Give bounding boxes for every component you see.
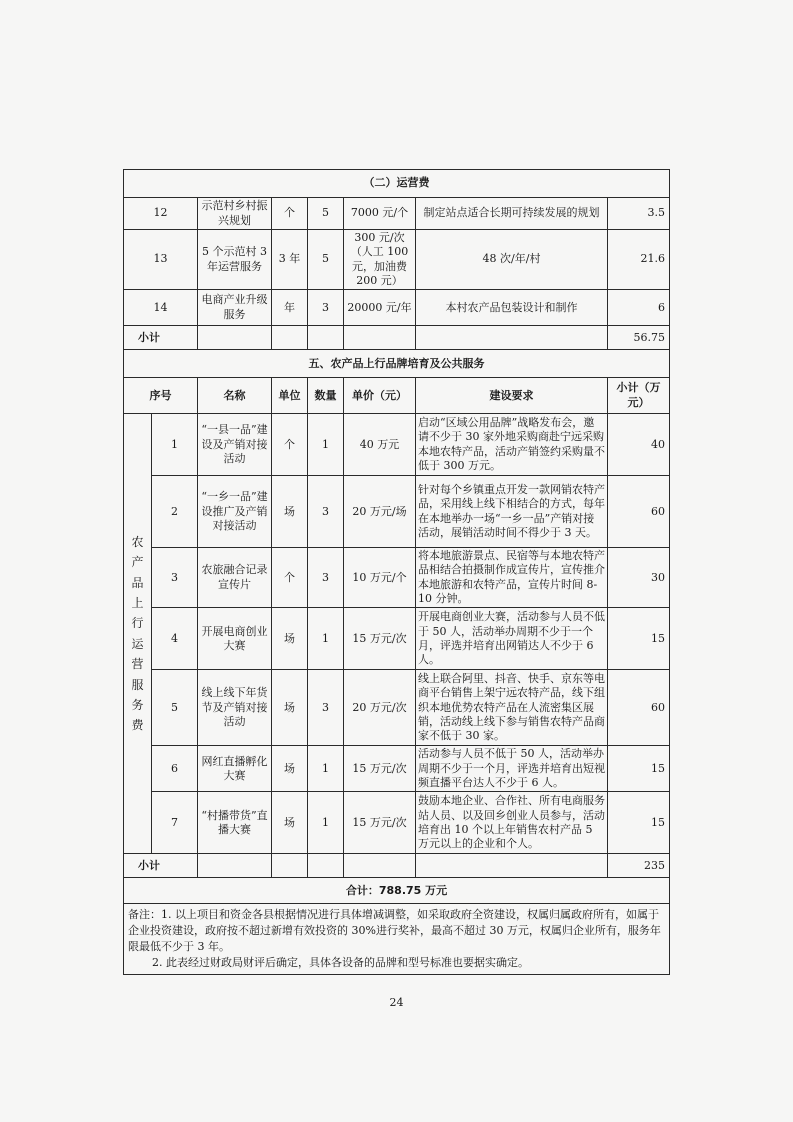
page-number: 24 [389, 996, 404, 1009]
table-row: 12 示范村乡村振兴规划 个 5 7000 元/个 制定站点适合长期可持续发展的规划 3.5 [124, 198, 670, 230]
note-2: 2. 此表经过财政局财评后确定，具体各设备的品牌和型号标准也要据实确定。 [152, 956, 529, 970]
subtotal-row: 小计 235 [124, 854, 670, 878]
table-row: 14 电商产业升级服务 年 3 20000 元/年 本村农产品包装设计和制作 6 [124, 290, 670, 326]
notes-cell [124, 904, 670, 975]
table-row: 2 “一乡一品”建设推广及产销对接活动 场 3 20 万元/场 针对每个乡镇重点开发一款网销农特产品，采用线上线下相结合的方式，每年在本地举办一场“一乡一品”产销对接活动，展销活动时间不得少于 3 天。 60 [124, 476, 670, 548]
table-row: 7 “村播带货”直播大赛 场 1 15 万元/次 鼓励本地企业、合作社、所有电商服务站人员、以及回乡创业人员参与，活动培育出 10 个以上年销售农村产品 5 万元以上的企业和个人。 15 [124, 792, 670, 854]
table-row: 3 农旅融合记录宣传片 个 3 10 万元/个 将本地旅游景点、民宿等与本地农特产品相结合拍摄制作成宣传片，宣传推介本地旅游和农特产品，宣传片时间 8-10 分钟。 30 [124, 548, 670, 608]
note-1: 备注：1. 以上项目和资金各县根据情况进行具体增减调整，如采取政府全资建设，权属归属政府所有，如属于企业投资建设，政府按不超过新增有效投资的 30%进行奖补，最高不超过 30 万元，权属归企业所有，服务年限最低不少于 3 年。 [128, 908, 661, 954]
table-row: 5 线上线下年货节及产销对接活动 场 3 20 万元/次 线上联合阿里、抖音、快手、京东等电商平台销售上架宁远农特产品，线下组织本地优势农特产品在人流密集区展销，活动线上线下参与销售农特产品商家不低于 30 家。 60 [124, 670, 670, 746]
section2-header: （二）运营费 [124, 170, 670, 198]
category-cell: 农产品上行运营服务费 [124, 414, 152, 854]
section5-header: 五、农产品上行品牌培育及公共服务 [124, 350, 670, 378]
budget-table [123, 169, 670, 975]
grand-total: 合计：788.75 万元 [124, 878, 670, 904]
table-row: 6 网红直播孵化大赛 场 1 15 万元/次 活动参与人员不低于 50 人，活动举办周期不少于一个月，评选并培育出短视频直播平台达人不少于 6 人。 15 [124, 746, 670, 792]
subtotal-row: 小计 56.75 [124, 326, 670, 350]
table-row: 4 开展电商创业大赛 场 1 15 万元/次 开展电商创业大赛，活动参与人员不低于 50 人，活动举办周期不少于一个月，评选并培育出网销达人不少于 6 人。 15 [124, 608, 670, 670]
table-row: 13 5 个示范村 3 年运营服务 3 年 5 300 元/次（人工 100 元，加油费 200 元） 48 次/年/村 21.6 [124, 230, 670, 290]
column-header-row: 序号 名称 单位 数量 单价（元） 建设要求 小计（万元） [124, 378, 670, 414]
table-row: 农产品上行运营服务费 1 “一县一品”建设及产销对接活动 个 1 40 万元 启动“区域公用品牌”战略发布会，邀请不少于 30 家外地采购商赴宁远采购本地农特产品，活动产销签约采购量不低于 300 万元。 40 [124, 414, 670, 476]
